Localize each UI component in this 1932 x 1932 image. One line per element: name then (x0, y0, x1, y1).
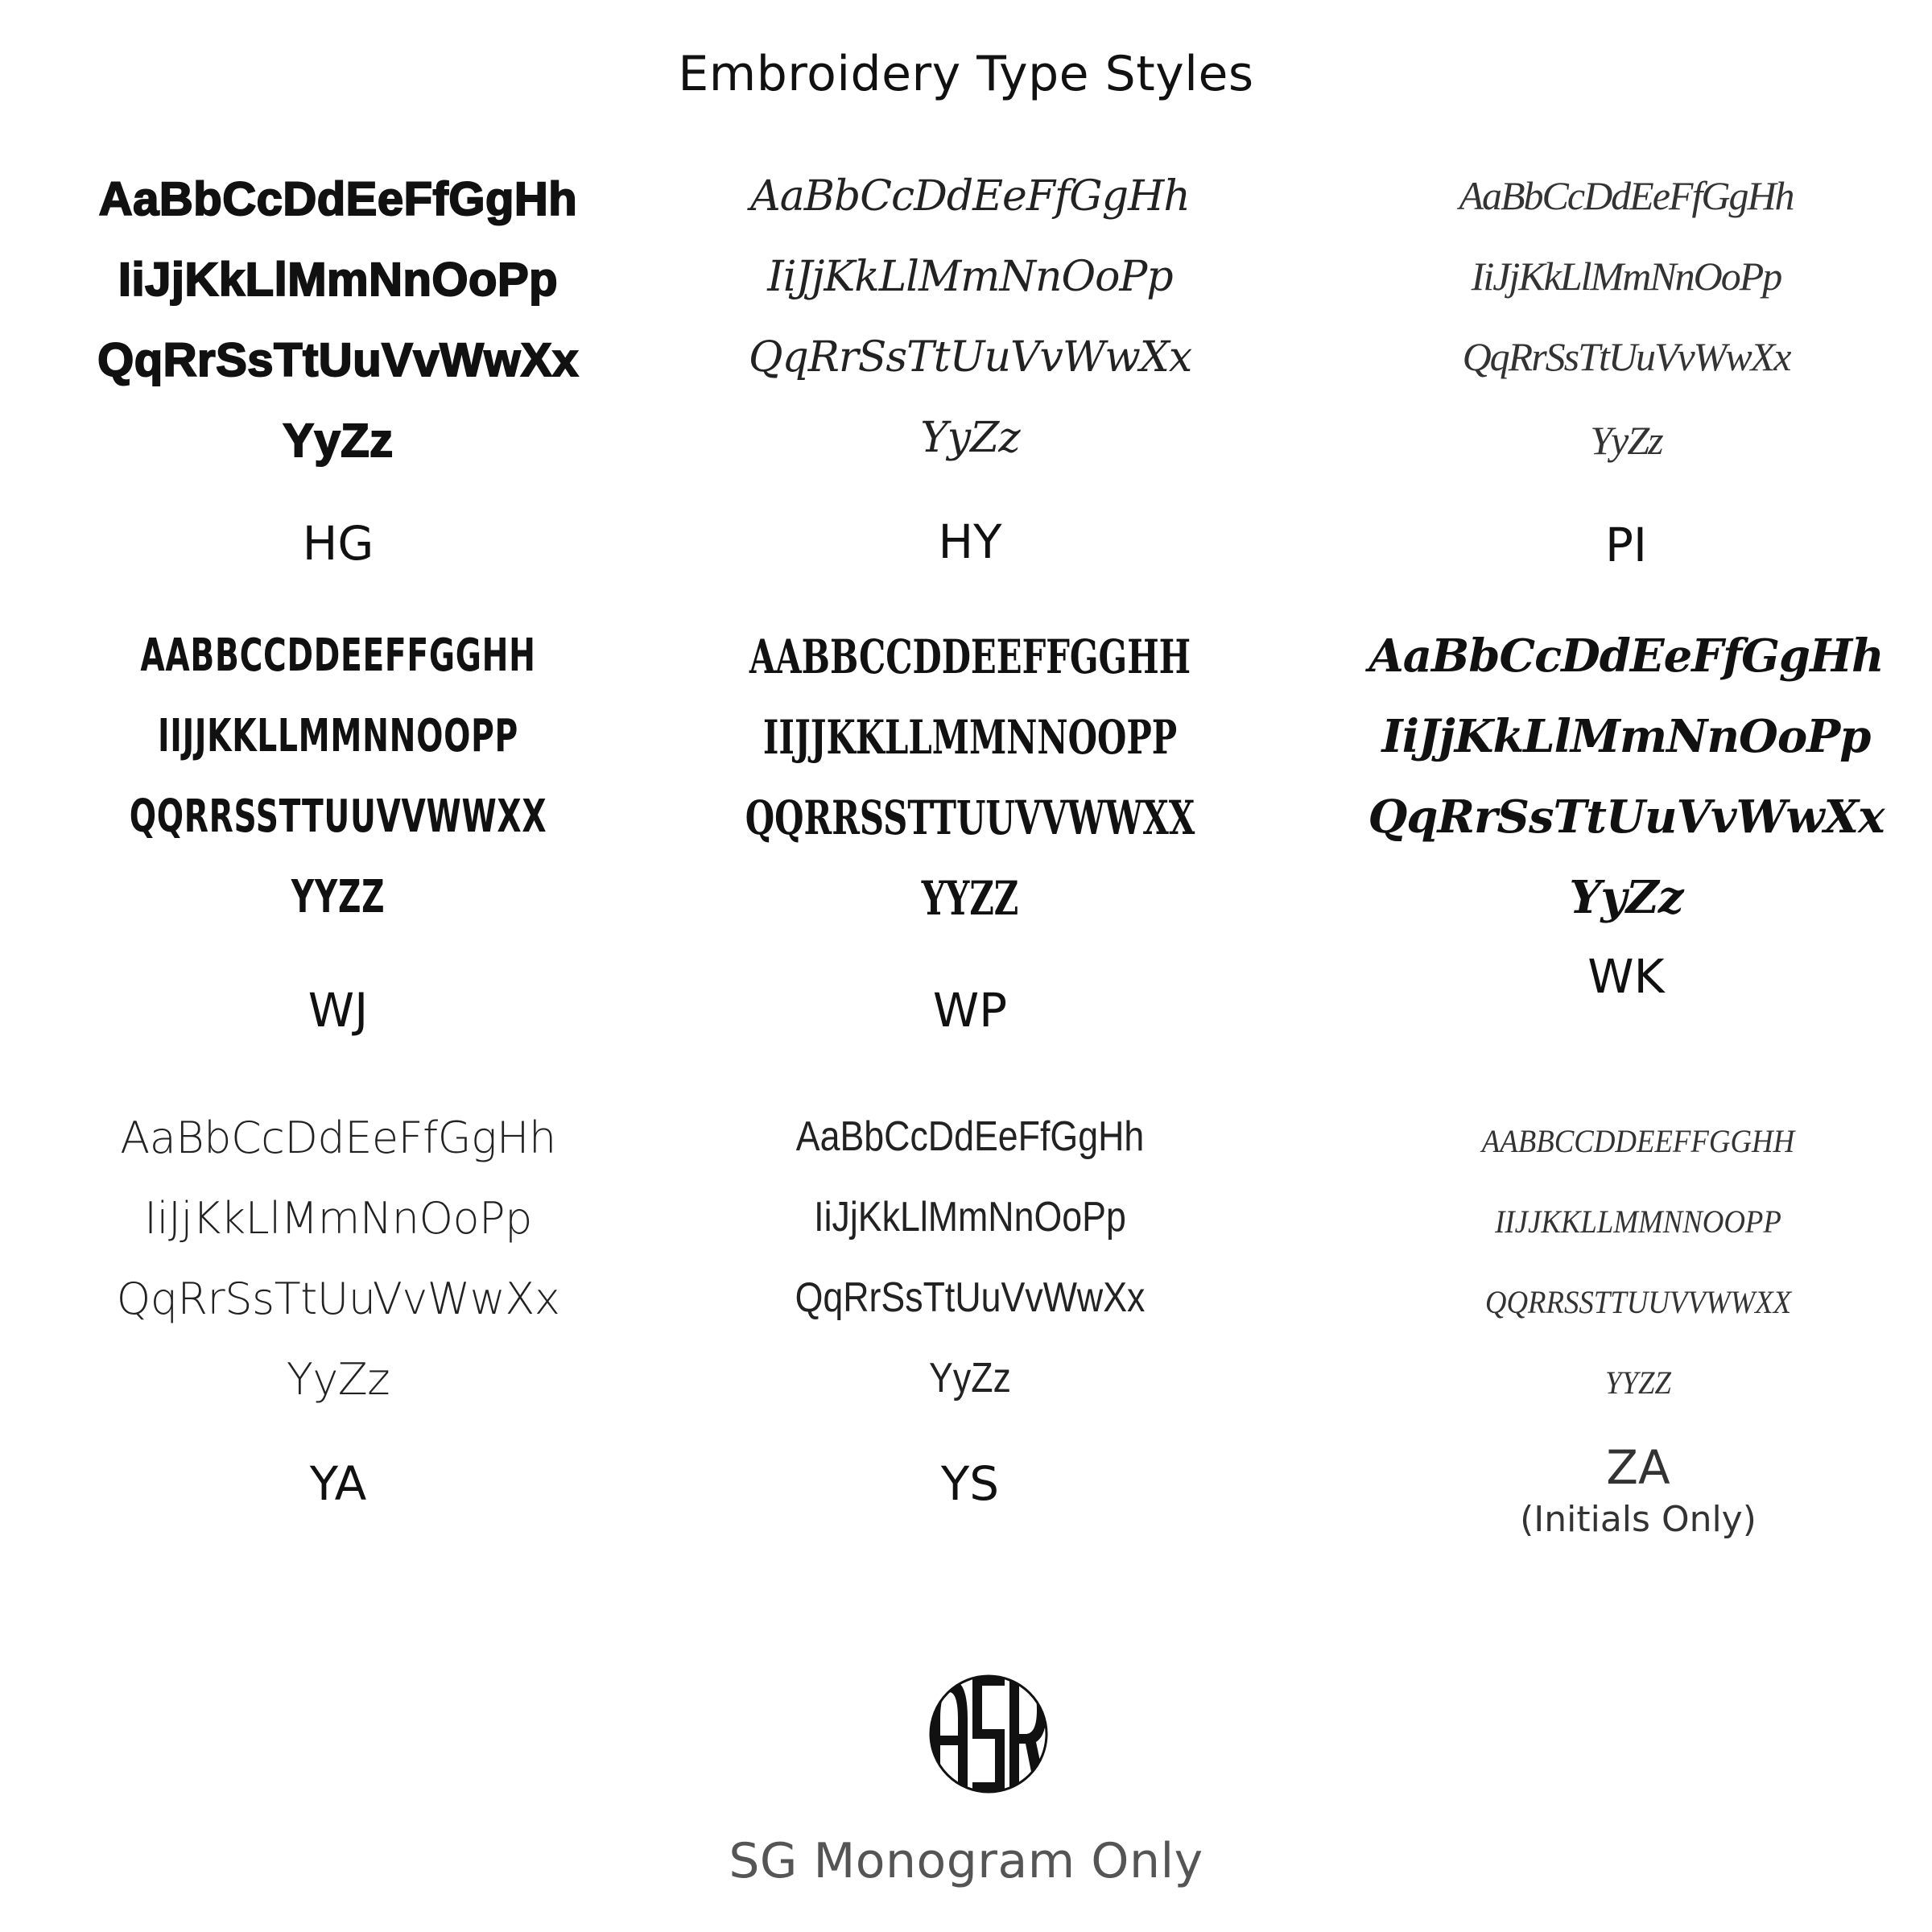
sample-row: IiJjKkLlMmNnOoPp (118, 254, 559, 306)
monogram-caption: SG Monogram Only (729, 1833, 1203, 1889)
sample-row: AaBbCcDdEeFfGgHh (120, 1113, 556, 1163)
style-za (1316, 1111, 1932, 1546)
style-wj (16, 628, 660, 1063)
sample-row: YYZZ (921, 871, 1019, 926)
sample-row: QqRrSsTtUuVvWwXx (1368, 791, 1885, 844)
style-pi (1304, 161, 1932, 580)
sample-row: AaBbCcDdEeFfGgHh (795, 1113, 1145, 1160)
style-code: WK (1587, 949, 1665, 1004)
style-code: WJ (308, 983, 369, 1038)
style-note: (Initials Only) (1520, 1499, 1757, 1540)
style-code: HG (302, 516, 374, 571)
sample-row: YyZz (286, 1354, 390, 1405)
style-wp (648, 628, 1292, 1063)
style-ys (648, 1111, 1292, 1530)
style-code: WP (932, 983, 1008, 1038)
sample-row: IIJJKKLLMMNNOOPP (762, 710, 1178, 765)
monogram-emblem (926, 1671, 1051, 1797)
sample-row: YyZz (283, 415, 394, 467)
sample-row: AABBCCDDEEFFGGHH (749, 630, 1191, 684)
style-hy (648, 161, 1292, 580)
style-code: HY (938, 514, 1002, 569)
sample-row: YyZz (929, 1355, 1011, 1402)
sample-row: IiJjKkLlMmNnOoPp (814, 1194, 1126, 1241)
monogram-icon (926, 1671, 1051, 1797)
sample-row: AaBbCcDdEeFfGgHh (1368, 630, 1884, 683)
style-wk (1304, 628, 1932, 1063)
style-code: ZA (1606, 1440, 1670, 1495)
sample-row: AaBbCcDdEeFfGgHh (750, 172, 1190, 221)
sample-row: QQRRSSTTUUVVWWXX (745, 791, 1195, 845)
page-title: Embroidery Type Styles (678, 46, 1254, 102)
sample-row: QQRRSSTTUUVVWWXX (129, 791, 547, 843)
sample-row: AaBbCcDdEeFfGgHh (1459, 173, 1794, 218)
sample-row: AABBCCDDEEFFGGHH (140, 630, 536, 682)
sample-row: AABBCCDDEEFFGGHH (1481, 1123, 1795, 1159)
style-code: PI (1604, 518, 1648, 572)
sample-row: QqRrSsTtUuVvWwXx (795, 1274, 1146, 1321)
sample-row: YyZz (1569, 871, 1683, 924)
sample-row: YyZz (1590, 418, 1662, 463)
sample-row: YyZz (920, 414, 1020, 462)
sample-row: IiJjKkLlMmNnOoPp (767, 253, 1173, 301)
sample-row: QqRrSsTtUuVvWwXx (1462, 334, 1790, 379)
sample-row: IiJjKkLlMmNnOoPp (1381, 710, 1871, 763)
sample-row: IIJJKKLLMMNNOOPP (1495, 1203, 1781, 1240)
sample-row: QqRrSsTtUuVvWwXx (97, 334, 579, 386)
sample-row: AaBbCcDdEeFfGgHh (98, 173, 578, 225)
sample-row: IiJjKkLlMmNnOoPp (144, 1193, 532, 1244)
sample-row: IIJJKKLLMMNNOOPP (158, 710, 518, 762)
style-ya (16, 1111, 660, 1530)
style-hg (16, 161, 660, 580)
sample-row: IiJjKkLlMmNnOoPp (1471, 254, 1781, 299)
sample-row: YYZZ (1605, 1364, 1671, 1401)
sample-row: QqRrSsTtUuVvWwXx (748, 333, 1192, 382)
style-code: YS (940, 1456, 1000, 1511)
style-code: YA (309, 1456, 367, 1511)
sample-row: QQRRSSTTUUVVWWXX (1484, 1284, 1792, 1320)
sample-row: QqRrSsTtUuVvWwXx (116, 1274, 560, 1324)
sample-row: YYZZ (291, 871, 386, 923)
